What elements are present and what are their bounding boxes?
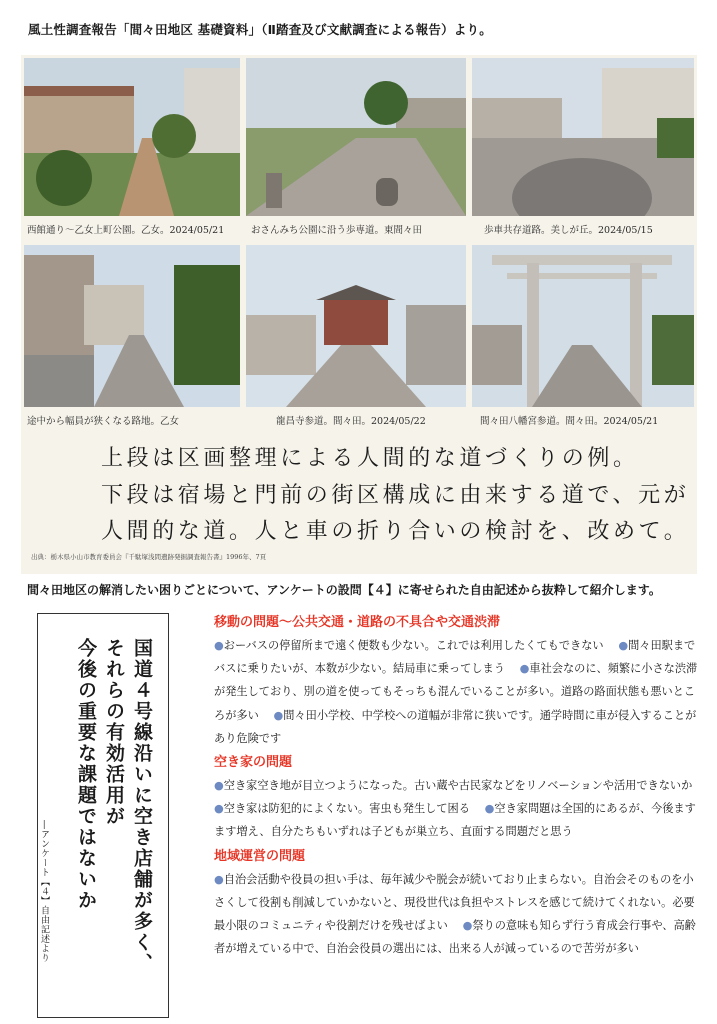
summary-line-2: 下段は宿場と門前の街区構成に由来する道で、元が (101, 483, 690, 508)
quote-line: 国道４号線沿いに空き店舗が多く、 (131, 638, 153, 974)
source-note: 出典：栃木県小山市教育委員会『千駄塚浅間遺跡発掘調査報告書』1996年、7頁 (31, 553, 267, 561)
issue-item: 間々田駅までバスに乗りたいが、本数が少ない。結局車に乗ってしまう (214, 639, 696, 676)
photo-narrowing-alley (24, 245, 240, 407)
quote-line: 今後の重要な課題ではないか (75, 638, 97, 911)
photo-shared-road (472, 58, 694, 216)
issue-title-mobility: 移動の問題～公共交通・道路の不具合や交通渋滞 (214, 615, 501, 630)
bullet-icon: ● (214, 872, 224, 886)
bullet-icon: ● (508, 662, 530, 676)
issue-item: 空き家は防犯的によくない。害虫も発生して困る (223, 802, 470, 816)
issues-list (214, 612, 708, 962)
issue-body-community-management (214, 868, 700, 961)
issue-item: 間々田小学校、中学校への道幅が非常に狭いです。通学時間に車が侵入することがあり危険です (214, 708, 697, 745)
survey-intro: 間々田地区の解消したい困りごとについて、アンケートの設問【４】に寄せられた自由記述から抜粋して紹介します。 (27, 583, 661, 597)
issue-item: 空き家問題は全国的にあるが、今後ますます増え、自分たちもいずれは子どもが巣立ち、直面する問題だと思う (214, 802, 696, 839)
bullet-icon: ● (214, 639, 224, 652)
quote-line: それらの有効活用が (103, 638, 125, 827)
summary-line-3: 人間的な道。人と車の折り合いの検討を、改めて。 (101, 519, 690, 544)
issue-item: 自治会活動や役員の担い手は、毎年減少や脱会が続いており止まらない。自治会そのものを小さくして役割も削減していかないと、現役世代は負担やストレスを感じて続けてくれない。必要最小限のコミュニティや役割だけを残せばよい (214, 872, 695, 933)
survey-quote-box (37, 613, 169, 1018)
page-header: 風土性調査報告「間々田地区 基礎資料」（Ⅱ踏査及び文献調査による報告）より。 (28, 22, 492, 37)
issue-body-mobility (214, 634, 700, 750)
issue-title-community-management: 地域運営の問題 (214, 848, 306, 864)
issue-item: 車社会なのに、頻繁に小さな渋滞が発生しており、別の道を使ってもそっちも混んでいることが多い。道路の路面状態も悪いところが多い (214, 662, 698, 722)
bullet-icon: ● (214, 779, 708, 816)
bullet-icon: ● (607, 639, 629, 652)
photo-ryushoji-approach (246, 245, 466, 407)
survey-quote (72, 638, 156, 1008)
photo-caption: おさんみち公園に沿う歩専道。東間々田 (251, 225, 423, 236)
photo-osanmichi-path (246, 58, 466, 216)
photo-caption: 歩車共存道路。美しが丘。2024/05/15 (484, 225, 653, 236)
photo-caption: 龍昌寺参道。間々田。2024/05/22 (276, 416, 426, 427)
issue-body-vacant-houses (214, 774, 708, 844)
photo-hachimangu-approach (472, 245, 694, 407)
issue-item: 祭りの意味も知らず行う育成会行事や、高齢者が増えている中で、自治会役員の選出には、出来る人が減っているので苦労が多い (214, 919, 696, 956)
bullet-icon: ● (262, 708, 284, 722)
photo-caption: 西館通り～乙女上町公園。乙女。2024/05/21 (27, 225, 225, 236)
photo-nishidate-street (24, 58, 240, 216)
issue-item: 空き家空き地が目立つようになった。古い蔵や古民家などをリノベーションや活用できないか (223, 779, 693, 793)
issue-title-vacant-houses: 空き家の問題 (214, 755, 293, 771)
quote-source: ―アンケート【４】自由記述より (39, 820, 49, 963)
bullet-icon: ● (214, 779, 224, 793)
bullet-icon: ● (451, 919, 473, 933)
photo-caption: 途中から幅員が狭くなる路地。乙女 (27, 416, 180, 427)
bullet-icon: ● (473, 802, 495, 816)
photo-panel (21, 55, 697, 574)
photo-caption: 間々田八幡宮参道。間々田。2024/05/21 (480, 416, 659, 427)
issue-item: おーバスの停留所まで遠く便数も少ない。これでは利用したくてもできない (223, 639, 604, 652)
summary-line-1: 上段は区画整理による人間的な道づくりの例。 (101, 446, 639, 471)
